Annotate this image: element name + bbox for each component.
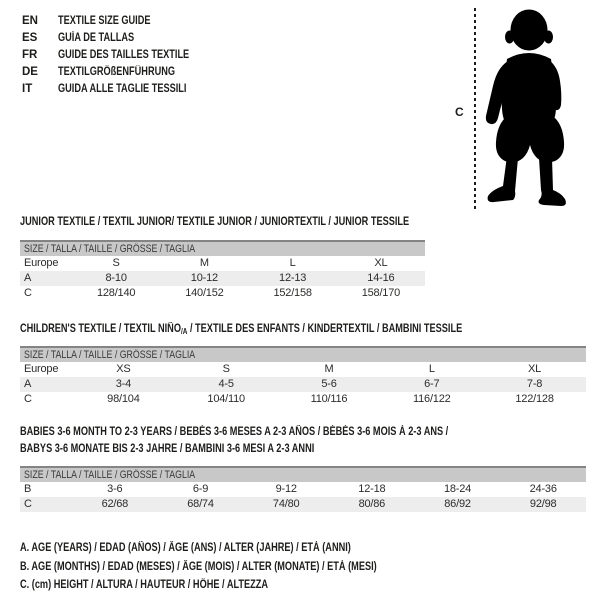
row-label: C	[24, 287, 32, 299]
size-header-bar	[20, 466, 586, 482]
lang-code: DE	[22, 66, 38, 78]
row-label: A	[24, 378, 32, 390]
table-cell: 86/92	[444, 498, 471, 510]
row-label: C	[24, 498, 32, 510]
row-label: C	[24, 393, 32, 405]
row-label: Europe	[24, 363, 59, 375]
lang-code: EN	[22, 15, 38, 27]
lang-row-fr	[22, 47, 222, 64]
children-title-suffix: / TEXTILE DES ENFANTS / KINDERTEXTIL / BAMBINI TESSILE	[187, 323, 463, 335]
junior-title-text: JUNIOR TEXTILE / TEXTIL JUNIOR/ TEXTILE JUNIOR / JUNIORTEXTIL / JUNIOR TESSILE	[20, 216, 410, 228]
table-cell: 152/158	[273, 287, 312, 299]
table-cell: 3-6	[107, 483, 123, 495]
table-cell: 122/128	[515, 393, 554, 405]
size-header-text: SIZE / TALLA / TAILLE / GRÖSSE / TAGLIA	[24, 469, 196, 481]
table-cell: M	[199, 257, 209, 269]
table-row-europe	[20, 256, 425, 271]
table-cell: 68/74	[187, 498, 214, 510]
table-cell: 80/86	[358, 498, 386, 510]
size-header-text: SIZE / TALLA / TAILLE / GRÖSSE / TAGLIA	[24, 349, 196, 361]
table-cell: 10-12	[190, 272, 218, 284]
table-cell: S	[112, 257, 120, 269]
table-cell: 4-5	[218, 378, 234, 390]
table-cell: 12-18	[358, 483, 386, 495]
table-cell: L	[289, 257, 296, 269]
table-cell: 98/104	[107, 393, 140, 405]
height-measure-label: C	[455, 105, 464, 119]
table-cell: 3-4	[115, 378, 132, 390]
lang-label: TEXTILE SIZE GUIDE	[58, 15, 151, 27]
babies-title-line-2: BABYS 3-6 MONATE BIS 2-3 JAHRE / BAMBINI 3-6 MESI A 2-3 ANNI	[20, 443, 315, 455]
table-row-a	[20, 377, 586, 392]
table-cell: 140/152	[185, 287, 224, 299]
table-cell: 116/122	[413, 393, 451, 405]
baby-silhouette-icon	[480, 6, 588, 210]
babies-section-title	[20, 424, 555, 458]
lang-row-de	[22, 64, 222, 81]
table-cell: S	[222, 363, 230, 375]
table-cell: L	[428, 363, 435, 375]
junior-size-table	[20, 240, 425, 301]
table-cell: 14-16	[367, 272, 395, 284]
table-cell: 6-7	[424, 378, 440, 390]
row-label: Europe	[24, 257, 59, 269]
table-row-a	[20, 271, 425, 286]
lang-row-en	[22, 13, 222, 30]
table-row-c	[20, 392, 586, 407]
babies-size-table	[20, 466, 586, 512]
children-size-table	[20, 346, 586, 407]
table-cell: 128/140	[96, 287, 136, 299]
lang-label: GUIDE DES TAILLES TEXTILE	[58, 49, 190, 61]
children-title-text	[20, 321, 462, 338]
babies-title-line-1: BABIES 3-6 MONTH TO 2-3 YEARS / BEBÉS 3-6 MESES A 2-3 AÑOS / BÉBÉS 3-6 MOIS À 2-3 ANS /	[20, 426, 449, 438]
lang-row-it	[22, 81, 222, 98]
table-cell: 62/68	[101, 498, 129, 510]
language-list	[22, 13, 222, 98]
table-cell: 158/170	[361, 287, 401, 299]
table-cell: 9-12	[275, 483, 297, 495]
table-cell: XL	[528, 363, 542, 375]
table-row-c	[20, 286, 425, 301]
table-cell: XL	[374, 257, 388, 269]
table-cell: 110/116	[310, 393, 348, 405]
junior-section-title	[20, 214, 506, 231]
table-cell: 74/80	[272, 498, 300, 510]
children-title-subscript: /A	[180, 327, 188, 336]
lang-code: ES	[22, 32, 38, 44]
table-cell: XS	[116, 363, 131, 375]
lang-row-es	[22, 30, 222, 47]
lang-label: TEXTILGRÖßENFÜHRUNG	[58, 66, 176, 78]
size-header-text: SIZE / TALLA / TAILLE / GRÖSSE / TAGLIA	[24, 243, 196, 255]
table-cell: 7-8	[526, 378, 543, 390]
legend-line-a: A. AGE (YEARS) / EDAD (AÑOS) / ÂGE (ANS) / ALTER (JAHRE) / ETÀ (ANNI)	[20, 542, 351, 554]
table-cell: 5-6	[321, 378, 337, 390]
legend-line-c: C. (cm) HEIGHT / ALTURA / HAUTEUR / HÖHE / ALTEZZA	[20, 579, 269, 591]
size-header-bar	[20, 240, 425, 256]
legend	[20, 539, 466, 595]
lang-code: IT	[22, 83, 33, 95]
legend-line-b: B. AGE (MONTHS) / EDAD (MESES) / ÂGE (MOIS) / ALTER (MONATE) / ETÀ (MESI)	[20, 560, 377, 573]
size-header-bar	[20, 346, 586, 362]
row-label: A	[24, 272, 32, 284]
lang-code: FR	[22, 49, 38, 61]
children-section-title	[20, 321, 573, 338]
table-cell: 12-13	[279, 272, 307, 284]
table-row-b	[20, 482, 586, 497]
table-cell: 104/110	[207, 393, 245, 405]
table-cell: 24-36	[529, 483, 557, 495]
table-row-europe	[20, 362, 586, 377]
table-cell: 92/98	[529, 498, 557, 510]
table-cell: 6-9	[192, 483, 209, 495]
lang-label: GUÍA DE TALLAS	[58, 32, 135, 44]
children-title-prefix: CHILDREN'S TEXTILE / TEXTIL NIÑO	[20, 323, 181, 335]
table-cell: 8-10	[105, 272, 127, 284]
table-cell: 18-24	[443, 483, 472, 495]
row-label: B	[24, 483, 32, 495]
table-row-c	[20, 497, 586, 512]
table-cell: M	[324, 363, 334, 375]
lang-label: GUIDA ALLE TAGLIE TESSILI	[58, 83, 187, 95]
height-measure-dashed-line	[474, 8, 476, 210]
